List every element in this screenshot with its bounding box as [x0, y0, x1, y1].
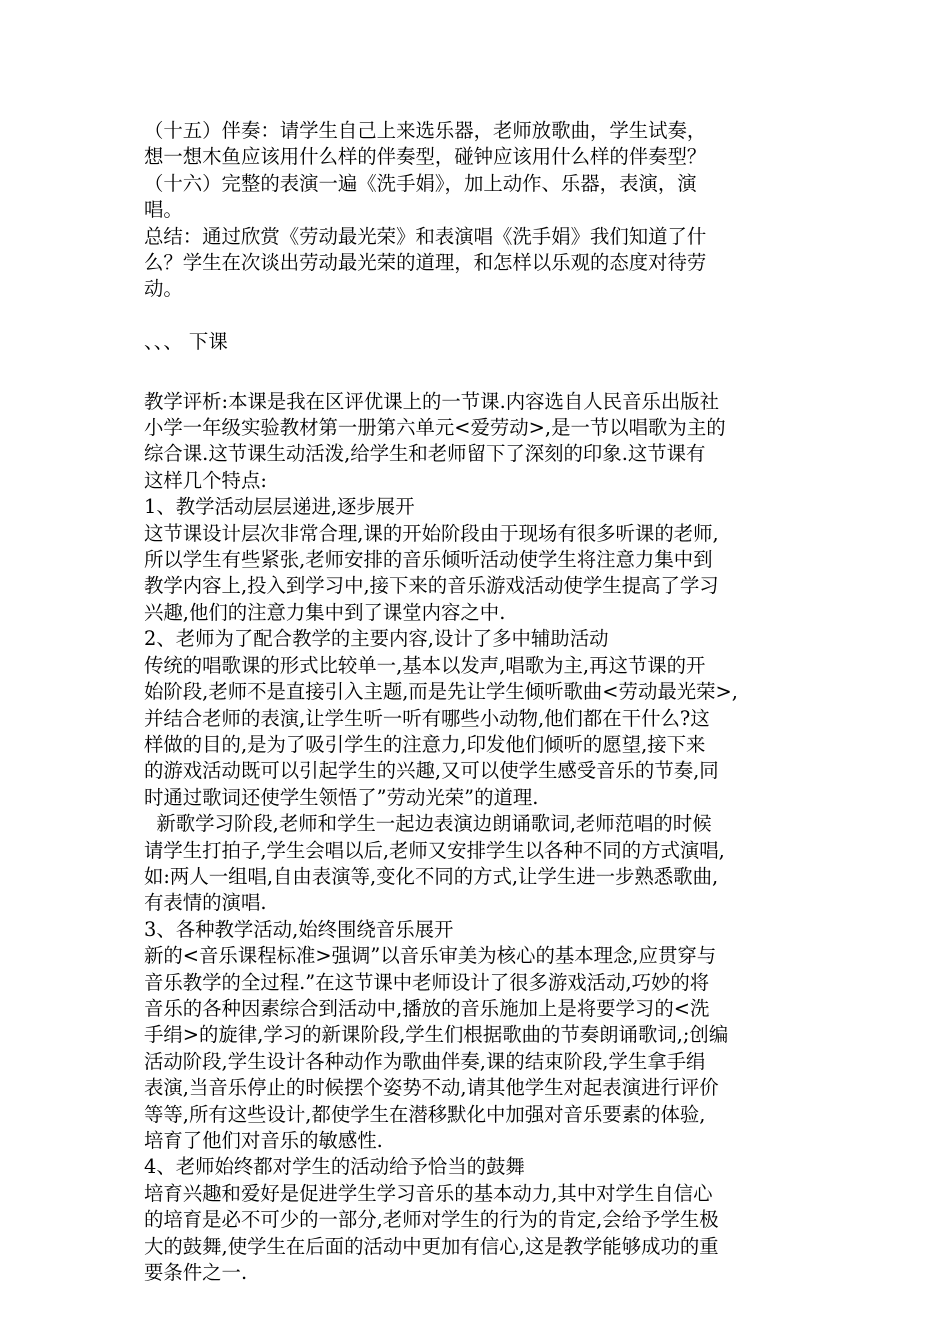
text-line: 手绢>的旋律,学习的新课阶段,学生们根据歌曲的节奏朗诵歌词,;创编: [144, 1023, 729, 1047]
text-line: 教学评析:本课是我在区评优课上的一节课.内容选自人民音乐出版社: [144, 389, 720, 413]
text-line: 培育兴趣和爱好是促进学生学习音乐的基本动力,其中对学生自信心: [144, 1181, 713, 1205]
text-line: 等等,所有这些设计,都使学生在潜移默化中加强对音乐要素的体验,: [144, 1102, 706, 1126]
text-line: 样做的目的,是为了吸引学生的注意力,印发他们倾听的愿望,接下来: [144, 732, 706, 756]
text-line: 么？学生在次谈出劳动最光荣的道理，和怎样以乐观的态度对待劳: [144, 251, 707, 275]
text-line: 的游戏活动既可以引起学生的兴趣,又可以使学生感受音乐的节奏,同: [144, 759, 719, 783]
point-heading: 3、各种教学活动,始终围绕音乐展开: [144, 917, 454, 941]
text-line: 并结合老师的表演,让学生听一听有哪些小动物,他们都在干什么?这: [144, 706, 710, 730]
lesson-steps-section: [144, 118, 824, 303]
text-line: （十五）伴奏：请学生自己上来选乐器，老师放歌曲，学生试奏，: [144, 119, 707, 142]
text-line: 总结：通过欣赏《劳动最光荣》和表演唱《洗手娟》我们知道了什: [144, 224, 707, 248]
text-line: 培育了他们对音乐的敏感性.: [144, 1129, 383, 1153]
document-page: [144, 118, 824, 1286]
text-line: 音乐教学的全过程.”在这节课中老师设计了很多游戏活动,巧妙的将: [144, 970, 710, 994]
end-class-line: 、、、 下课: [144, 330, 228, 354]
text-line: 时通过歌词还使学生领悟了”劳动光荣”的道理.: [144, 785, 539, 809]
text-line: 这节课设计层次非常合理,课的开始阶段由于现场有很多听课的老师,: [144, 521, 719, 545]
text-line: 所以学生有些紧张,老师安排的音乐倾听活动使学生将注意力集中到: [144, 548, 713, 572]
blank-line: [144, 356, 824, 389]
text-line: 活动阶段,学生设计各种动作为歌曲伴奏,课的结束阶段,学生拿手绢: [144, 1049, 706, 1073]
text-line: 传统的唱歌课的形式比较单一,基本以发声,唱歌为主,再这节课的开: [144, 653, 706, 677]
point-heading: 2、老师为了配合教学的主要内容,设计了多中辅助活动: [144, 627, 609, 651]
blank-line: [144, 303, 824, 329]
text-line: 请学生打拍子,学生会唱以后,老师又安排学生以各种不同的方式演唱,: [144, 838, 725, 862]
point-3: [144, 917, 824, 1155]
text-line: 唱。: [144, 198, 183, 222]
text-line: 兴趣,他们的注意力集中到了课堂内容之中.: [144, 600, 506, 624]
text-line: 要条件之一.: [144, 1261, 248, 1285]
text-line: 始阶段,老师不是直接引入主题,而是先让学生倾听歌曲<劳动最光荣>,: [144, 680, 738, 704]
evaluation-intro: [144, 389, 824, 495]
text-line: 如:两人一组唱,自由表演等,变化不同的方式,让学生进一步熟悉歌曲,: [144, 864, 719, 888]
end-of-class-section: [144, 329, 824, 355]
text-line: （十六）完整的表演一遍《洗手娟》，加上动作、乐器，表演，演: [144, 171, 697, 195]
text-line: 综合课.这节课生动活泼,给学生和老师留下了深刻的印象.这节课有: [144, 442, 706, 466]
text-line: 有表情的演唱.: [144, 891, 267, 915]
text-line: 想一想木鱼应该用什么样的伴奏型，碰钟应该用什么样的伴奏型？: [144, 145, 707, 169]
text-line: 新的<音乐课程标准>强调”以音乐审美为核心的基本理念,应贯穿与: [144, 944, 717, 968]
point-heading: 1、教学活动层层递进,逐步展开: [144, 495, 415, 519]
text-line: 的培育是必不可少的一部分,老师对学生的行为的肯定,会给予学生极: [144, 1208, 719, 1232]
text-line: 表演,当音乐停止的时候摆个姿势不动,请其他学生对起表演进行评价: [144, 1076, 719, 1100]
point-1: [144, 494, 824, 626]
point-heading: 4、老师始终都对学生的活动给予恰当的鼓舞: [144, 1155, 525, 1179]
text-line: 音乐的各种因素综合到活动中,播放的音乐施加上是将要学习的<洗: [144, 996, 710, 1020]
text-line: 小学一年级实验教材第一册第六单元<爱劳动>,是一节以唱歌为主的: [144, 416, 726, 440]
text-line: 这样几个特点:: [144, 468, 267, 492]
point-4: [144, 1154, 824, 1286]
point-2: [144, 626, 824, 916]
text-line: 大的鼓舞,使学生在后面的活动中更加有信心,这是教学能够成功的重: [144, 1234, 719, 1258]
text-line: 新歌学习阶段,老师和学生一起边表演边朗诵歌词,老师范唱的时候: [144, 812, 712, 836]
text-line: 动。: [144, 277, 183, 301]
text-line: 教学内容上,投入到学习中,接下来的音乐游戏活动使学生提高了学习: [144, 574, 719, 598]
